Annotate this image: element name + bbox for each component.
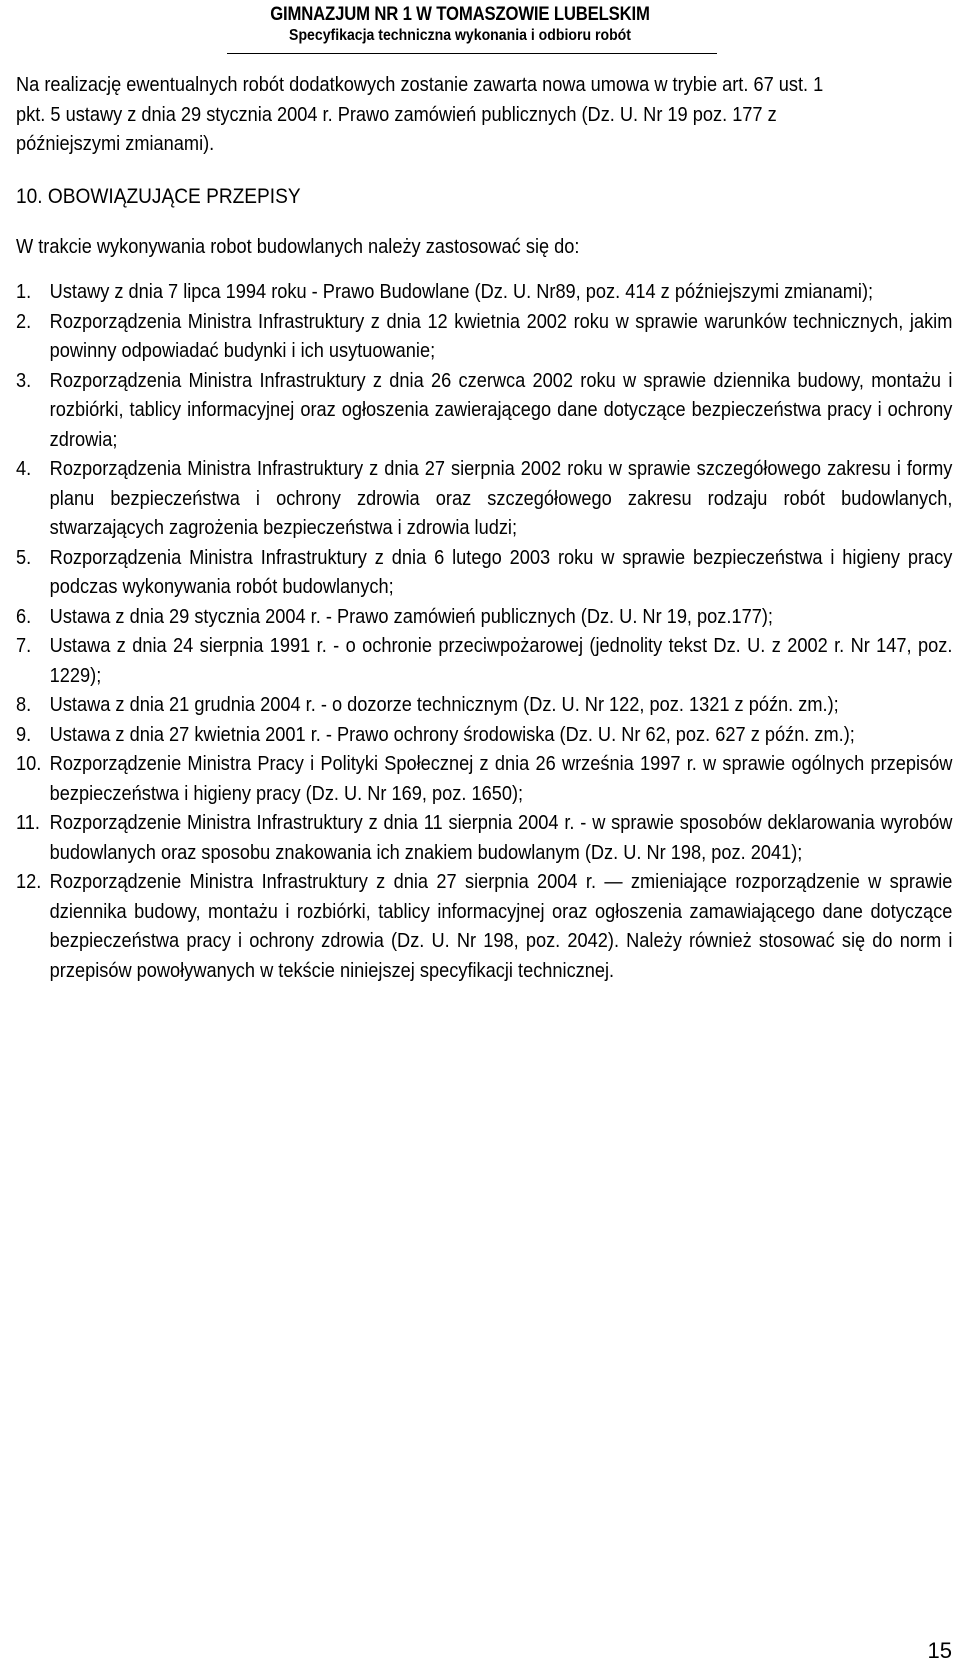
- header-subtitle: Specyfikacja techniczna wykonania i odbioru robót: [289, 27, 631, 44]
- list-item-number: 6.: [16, 605, 32, 628]
- page-header: [205, 4, 715, 46]
- header-divider: [227, 53, 717, 54]
- regulations-list: [16, 278, 956, 986]
- list-item: [16, 868, 952, 986]
- list-item-number: 11.: [16, 812, 40, 834]
- intro-paragraph: Na realizację ewentualnych robót dodatkowych zostanie zawarta nowa umowa w trybie art. 67 ust. 1 pkt. 5 ustawy z dnia 29 stycznia 2004 r. Prawo zamówień publicznych (Dz. U. Nr 19 poz. 177 z późniejszymi zmianami).: [16, 74, 824, 155]
- list-item-text: Ustawy z dnia 7 lipca 1994 roku - Prawo Budowlane (Dz. U. Nr89, poz. 414 z późniejszymi zmianami);: [49, 281, 874, 303]
- list-item-text: Rozporządzenia Ministra Infrastruktury z dnia 6 lutego 2003 roku w sprawie bezpieczeństwa i higieny pracy podczas wykonywania robót budowlanych;: [49, 546, 953, 598]
- list-item-text: Rozporządzenia Ministra Infrastruktury z dnia 12 kwietnia 2002 roku w sprawie warunków technicznych, jakim powinny odpowiadać budynki i ich usytuowanie;: [49, 310, 953, 362]
- list-item-number: 10.: [16, 753, 42, 775]
- list-item-number: 2.: [16, 310, 32, 333]
- section-lead: W trakcie wykonywania robot budowlanych należy zastosować się do:: [16, 235, 580, 258]
- list-item-text: Rozporządzenie Ministra Pracy i Polityki Społecznej z dnia 26 września 1997 r. w sprawie ogólnych przepisów bezpieczeństwa i higieny pracy (Dz. U. Nr 169, poz. 1650);: [49, 753, 953, 805]
- list-item: [16, 367, 952, 456]
- list-item: [16, 603, 952, 633]
- list-item-number: 7.: [16, 635, 32, 657]
- list-item-number: 5.: [16, 546, 32, 569]
- page-number: 15: [927, 1638, 952, 1663]
- list-item: [16, 721, 952, 751]
- list-item-text: Ustawa z dnia 29 stycznia 2004 r. - Prawo zamówień publicznych (Dz. U. Nr 19, poz.177);: [49, 605, 773, 628]
- list-item: [16, 544, 952, 603]
- list-item-text: Rozporządzenie Ministra Infrastruktury z dnia 11 sierpnia 2004 r. - w sprawie sposobów deklarowania wyrobów budowlanych oraz sposobu znakowania ich znakiem budowlanym (Dz. U. Nr 198, poz. 2041);: [49, 812, 953, 864]
- list-item-number: 12.: [16, 871, 42, 893]
- list-item-number: 1.: [16, 281, 32, 303]
- list-item: [16, 691, 952, 721]
- section-heading: 10. OBOWIĄZUJĄCE PRZEPISY: [16, 184, 301, 208]
- list-item-number: 9.: [16, 723, 32, 746]
- list-item: [16, 278, 952, 308]
- list-item: [16, 750, 952, 809]
- list-item-number: 4.: [16, 458, 32, 480]
- list-item-text: Ustawa z dnia 27 kwietnia 2001 r. - Prawo ochrony środowiska (Dz. U. Nr 62, poz. 627 z późn. zm.);: [49, 723, 855, 746]
- list-item: [16, 809, 952, 868]
- list-item-number: 3.: [16, 369, 32, 392]
- list-item: [16, 455, 952, 544]
- header-school-name: GIMNAZJUM NR 1 W TOMASZOWIE LUBELSKIM: [270, 4, 650, 25]
- page-content: [16, 71, 956, 986]
- list-item-number: 8.: [16, 694, 32, 716]
- list-item-text: Rozporządzenie Ministra Infrastruktury z dnia 27 sierpnia 2004 r. — zmieniające rozporządzenie w sprawie dziennika budowy, montażu i rozbiórki, tablicy informacyjnej oraz ogłoszenia zamawiającego dane dotyczące bezpieczeństwa pracy i ochrony zdrowia (Dz. U. Nr 198, poz. 2042). Należy również stosować się do norm i przepisów powoływanych w tekście niniejszej specyfikacji technicznej.: [49, 871, 953, 982]
- list-item: [16, 308, 952, 367]
- list-item-text: Ustawa z dnia 24 sierpnia 1991 r. - o ochronie przeciwpożarowej (jednolity tekst Dz. U. z 2002 r. Nr 147, poz. 1229);: [49, 635, 953, 687]
- list-item-text: Rozporządzenia Ministra Infrastruktury z dnia 27 sierpnia 2002 roku w sprawie szczegółowego zakresu i formy planu bezpieczeństwa i ochrony zdrowia oraz szczegółowego zakresu rodzaju robót budowlanych, stwarzających zagrożenia bezpieczeństwa i zdrowia ludzi;: [49, 458, 953, 539]
- list-item-text: Rozporządzenia Ministra Infrastruktury z dnia 26 czerwca 2002 roku w sprawie dziennika budowy, montażu i rozbiórki, tablicy informacyjnej oraz ogłoszenia zawierającego dane dotyczące bezpieczeństwa pracy i ochrony zdrowia;: [49, 369, 953, 451]
- list-item-text: Ustawa z dnia 21 grudnia 2004 r. - o dozorze technicznym (Dz. U. Nr 122, poz. 1321 z późn. zm.);: [49, 694, 839, 716]
- list-item: [16, 632, 952, 691]
